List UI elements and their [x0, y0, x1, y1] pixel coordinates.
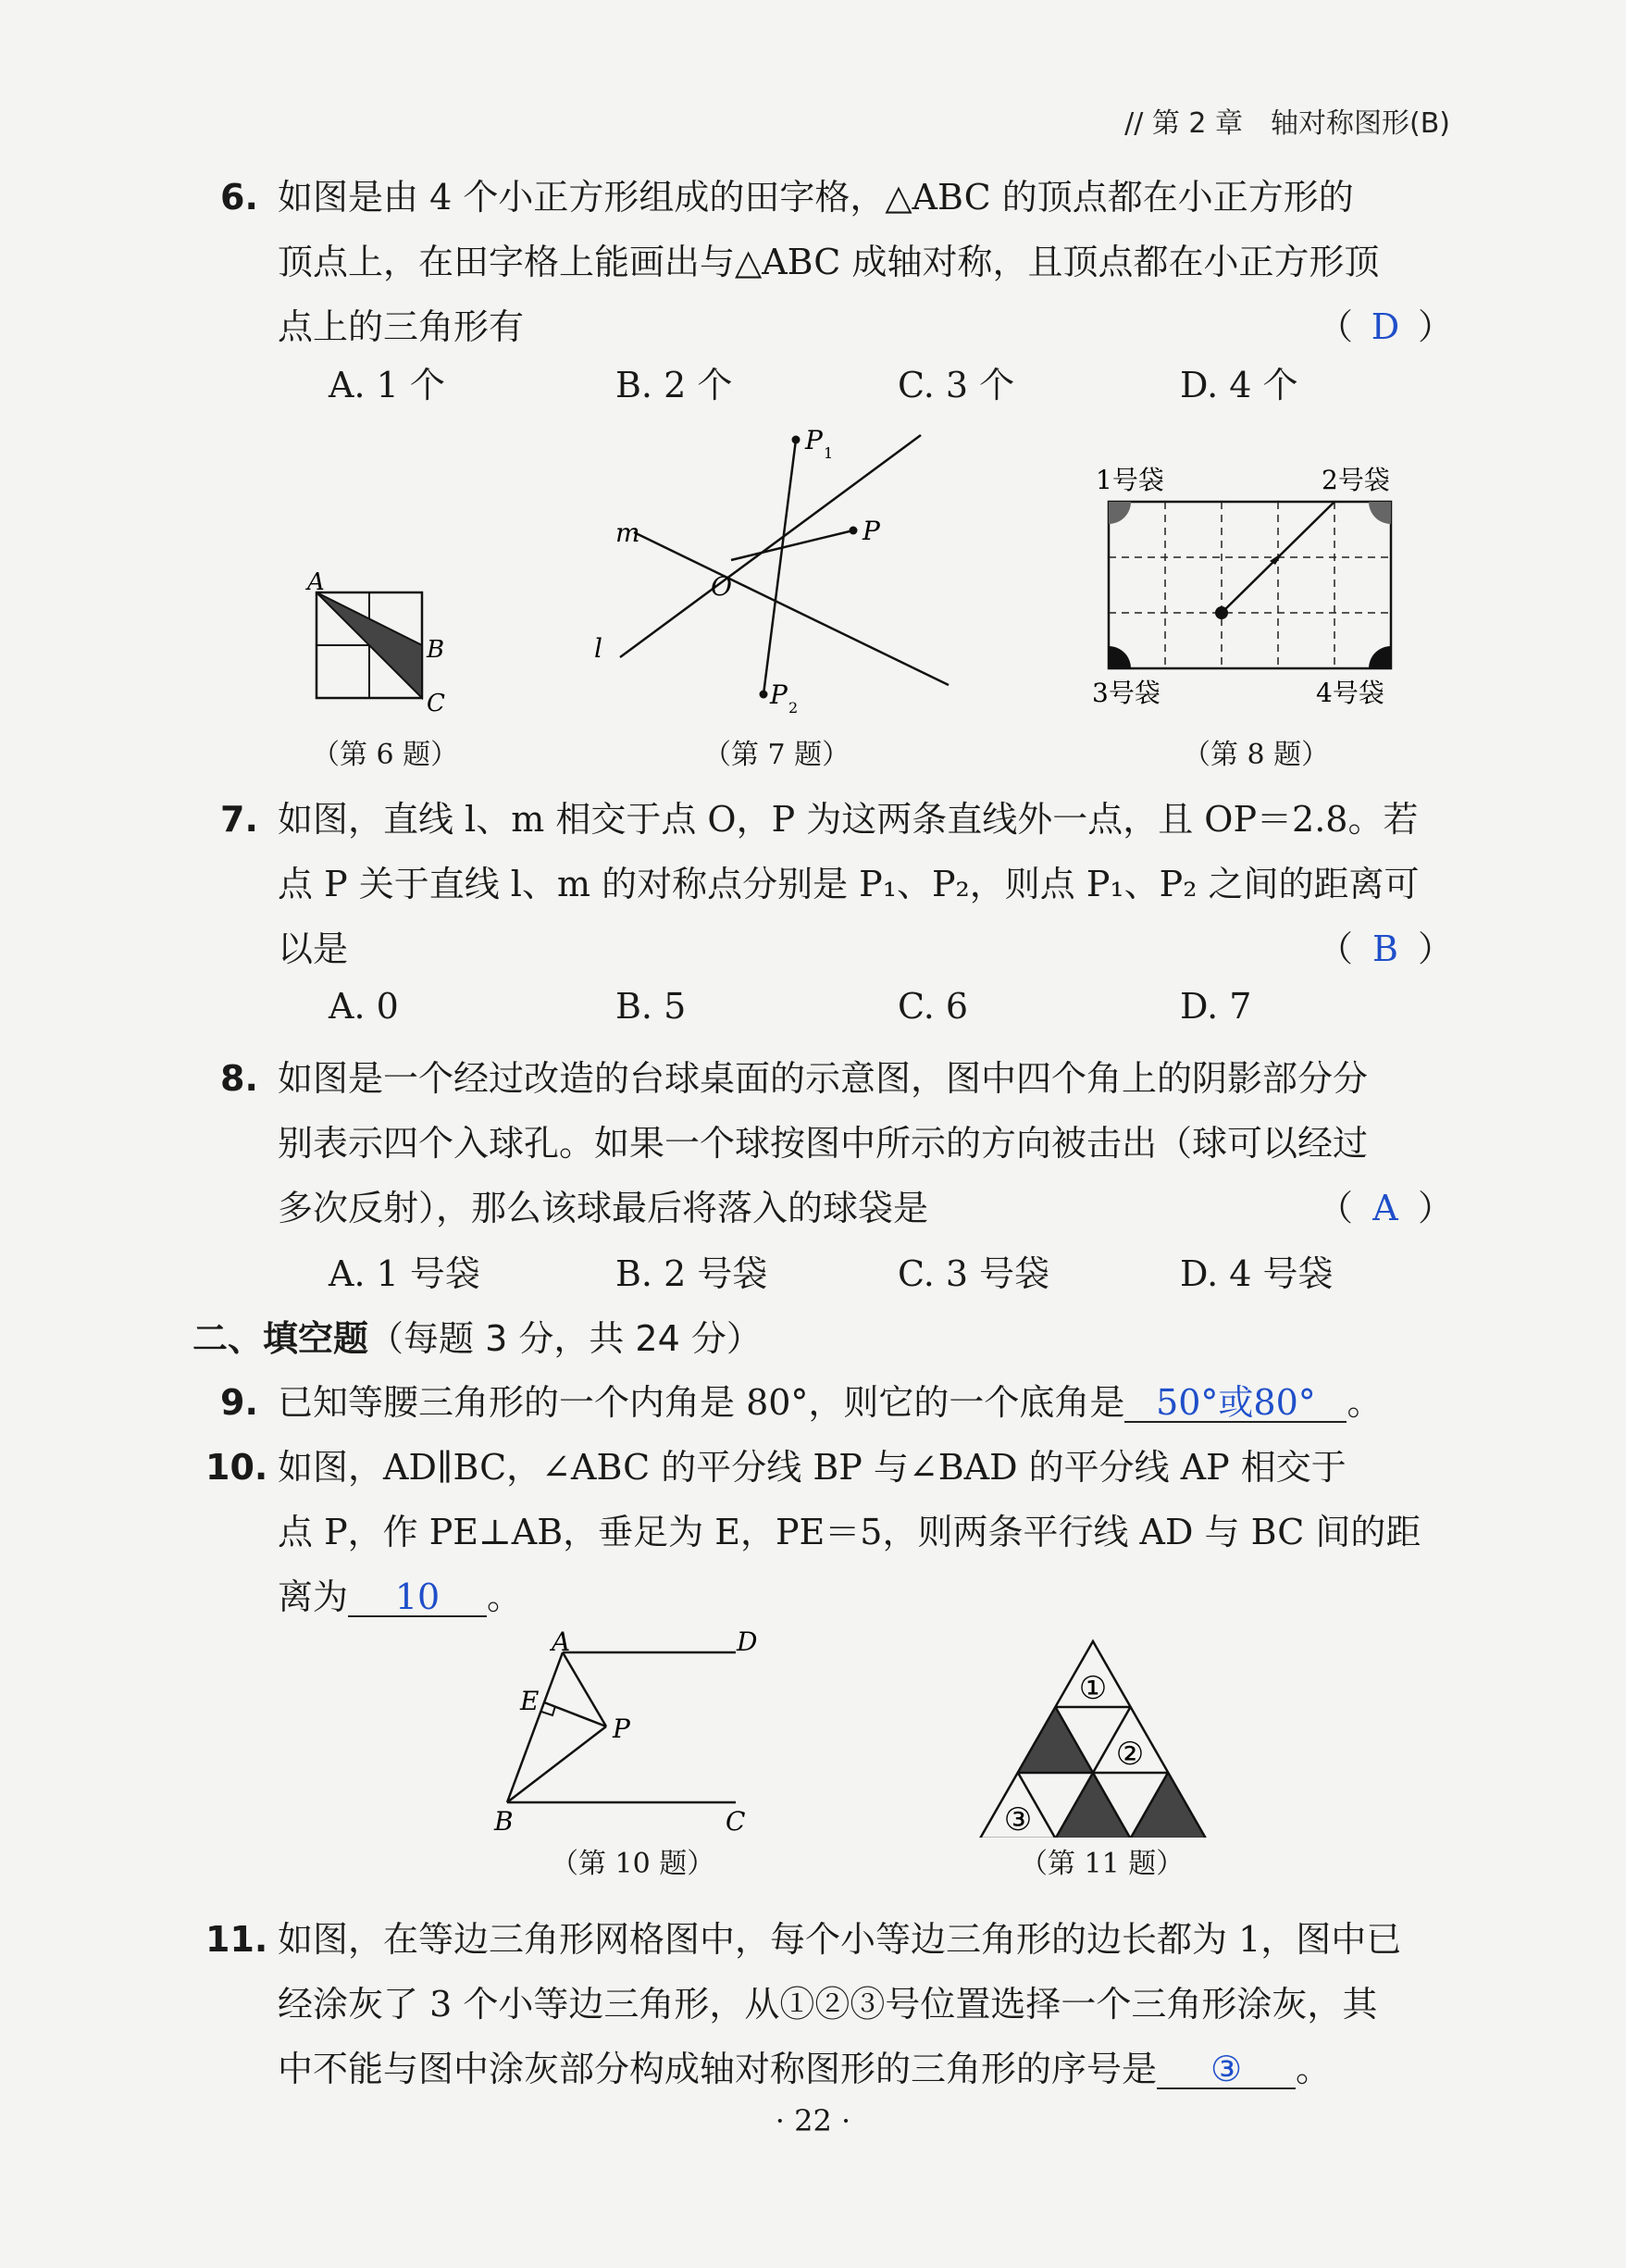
question-text-line: 顶点上，在田字格上能画出与△ABC 成轴对称，且顶点都在小正方形顶 [278, 242, 1380, 282]
position-3-marker: ③ [1003, 1801, 1033, 1838]
label-bag-3: 3号袋 [1092, 678, 1161, 708]
caption-fig11: （第 11 题） [1020, 1848, 1185, 1880]
question-7 [220, 787, 1453, 981]
pocket-2 [1369, 502, 1391, 524]
question-8 [220, 1046, 1453, 1240]
caption-fig6: （第 6 题） [312, 739, 459, 771]
question-text-line: 别表示四个入球孔。如果一个球按图中所示的方向被击出（球可以经过 [278, 1123, 1369, 1164]
sentence-end: 。 [487, 1576, 523, 1617]
figure-8 [1083, 454, 1434, 717]
answer-value: D [1371, 306, 1400, 347]
option-c: C. 6 [898, 986, 969, 1027]
label-p1: P [805, 425, 823, 455]
figure-10 [481, 1625, 777, 1838]
question-text: 已知等腰三角形的一个内角是 80°，则它的一个底角是 [278, 1382, 1125, 1423]
shaded-triangle [1018, 1707, 1093, 1773]
label-a: A [307, 568, 325, 596]
label-bag-2: 2号袋 [1322, 465, 1390, 495]
answer-value: A [1372, 1188, 1398, 1228]
question-text-line: 经涂灰了 3 个小等边三角形，从①②③号位置选择一个三角形涂灰，其 [278, 1984, 1378, 2025]
question-text-line: 点 P 关于直线 l、m 的对称点分别是 P₁、P₂，则点 P₁、P₂ 之间的距离可 [278, 864, 1420, 904]
label-p2: P [770, 679, 788, 710]
ball [1215, 606, 1228, 619]
pocket-3 [1109, 646, 1131, 668]
label-a: A [552, 1626, 571, 1657]
label-d: D [737, 1626, 758, 1657]
question-text-line: 点 P，作 PE⊥AB，垂足为 E，PE＝5，则两条平行线 AD 与 BC 间的距 [278, 1512, 1421, 1552]
sentence-end: 。 [1296, 2049, 1332, 2089]
chapter-header: // 第 2 章 轴对称图形(B) [1124, 107, 1450, 140]
segment-op [731, 530, 853, 560]
option-c: C. 3 个 [898, 365, 1015, 405]
answer-blank: ③ [1157, 2050, 1296, 2089]
option-d: D. 4 个 [1180, 365, 1298, 405]
question-6 [220, 165, 1453, 359]
question-text-line: 以是 [278, 928, 349, 969]
label-b: B [427, 636, 445, 664]
figure-7 [574, 421, 962, 727]
option-c: C. 3 号袋 [898, 1253, 1050, 1294]
label-o: O [711, 571, 732, 602]
question-9 [220, 1370, 1453, 1435]
option-b: B. 2 个 [615, 365, 733, 405]
label-c: C [726, 1806, 746, 1837]
question-number: 7. [220, 799, 258, 840]
line-m [634, 532, 949, 685]
option-d: D. 7 [1180, 986, 1252, 1027]
answer-value: B [1372, 928, 1398, 969]
label-m: m [615, 517, 640, 548]
answer-blank: 10 [348, 1578, 487, 1617]
shaded-triangle [1056, 1773, 1131, 1838]
label-p: P [863, 516, 880, 546]
pocket-1 [1109, 502, 1131, 524]
label-p: P [613, 1713, 630, 1744]
question-11 [205, 1907, 1453, 2101]
page-number: · 22 · [775, 2103, 851, 2138]
answer-blank: 50°或80° [1124, 1384, 1347, 1423]
section-title: 二、填空题 [192, 1318, 369, 1359]
answer-bracket: （ B ） [1318, 916, 1453, 981]
question-text-line: 点上的三角形有 [278, 306, 525, 347]
answer-bracket: （ D ） [1318, 294, 1453, 359]
position-1-marker: ① [1078, 1670, 1108, 1707]
question-text-line: 如图是一个经过改造的台球桌面的示意图，图中四个角上的阴影部分分 [278, 1058, 1369, 1099]
question-text-line: 如图，AD∥BC，∠ABC 的平分线 BP 与∠BAD 的平分线 AP 相交于 [278, 1447, 1347, 1488]
question-number: 10. [205, 1447, 268, 1488]
option-a: A. 1 个 [329, 365, 445, 405]
label-bag-4: 4号袋 [1316, 678, 1384, 708]
question-text-line: 如图是由 4 个小正方形组成的田字格，△ABC 的顶点都在小正方形的 [278, 177, 1354, 218]
option-b: B. 2 号袋 [615, 1253, 768, 1294]
label-p2-subscript: 2 [788, 699, 799, 717]
option-b: B. 5 [615, 986, 687, 1027]
label-c: C [427, 690, 445, 717]
section-heading [192, 1310, 762, 1361]
section-note: （每题 3 分，共 24 分） [368, 1318, 762, 1359]
label-l: l [594, 633, 602, 664]
segment-p1p2 [763, 440, 796, 694]
question-number: 11. [205, 1919, 268, 1960]
option-d: D. 4 号袋 [1180, 1253, 1334, 1294]
option-a: A. 1 号袋 [329, 1253, 480, 1294]
label-e: E [520, 1686, 540, 1716]
caption-fig10: （第 10 题） [551, 1848, 715, 1880]
shaded-triangle [1131, 1773, 1206, 1838]
answer-bracket: （ A ） [1318, 1176, 1453, 1240]
caption-fig7: （第 7 题） [703, 739, 850, 771]
caption-fig8: （第 8 题） [1183, 739, 1330, 771]
question-text-line: 中不能与图中涂灰部分构成轴对称图形的三角形的序号是 [278, 2049, 1158, 2089]
question-text-line: 多次反射），那么该球最后将落入的球袋是 [278, 1188, 929, 1228]
sentence-end: 。 [1347, 1382, 1383, 1423]
option-a: A. 0 [329, 986, 399, 1027]
question-number: 8. [220, 1058, 258, 1099]
label-p1-subscript: 1 [824, 444, 834, 462]
label-bag-1: 1号袋 [1096, 465, 1164, 495]
question-10 [205, 1435, 1453, 1629]
question-text-line: 离为 [278, 1576, 349, 1617]
segment-ap [563, 1652, 606, 1726]
pocket-4 [1369, 646, 1391, 668]
figure-6 [296, 565, 463, 722]
question-text-line: 如图，在等边三角形网格图中，每个小等边三角形的边长都为 1，图中已 [278, 1919, 1402, 1960]
question-number: 6. [220, 177, 258, 218]
position-2-marker: ② [1115, 1736, 1145, 1773]
label-b: B [494, 1806, 514, 1837]
question-text-line: 如图，直线 l、m 相交于点 O，P 为这两条直线外一点，且 OP＝2.8。若 [278, 799, 1419, 840]
figure-11 [967, 1625, 1217, 1838]
question-number: 9. [220, 1382, 258, 1423]
